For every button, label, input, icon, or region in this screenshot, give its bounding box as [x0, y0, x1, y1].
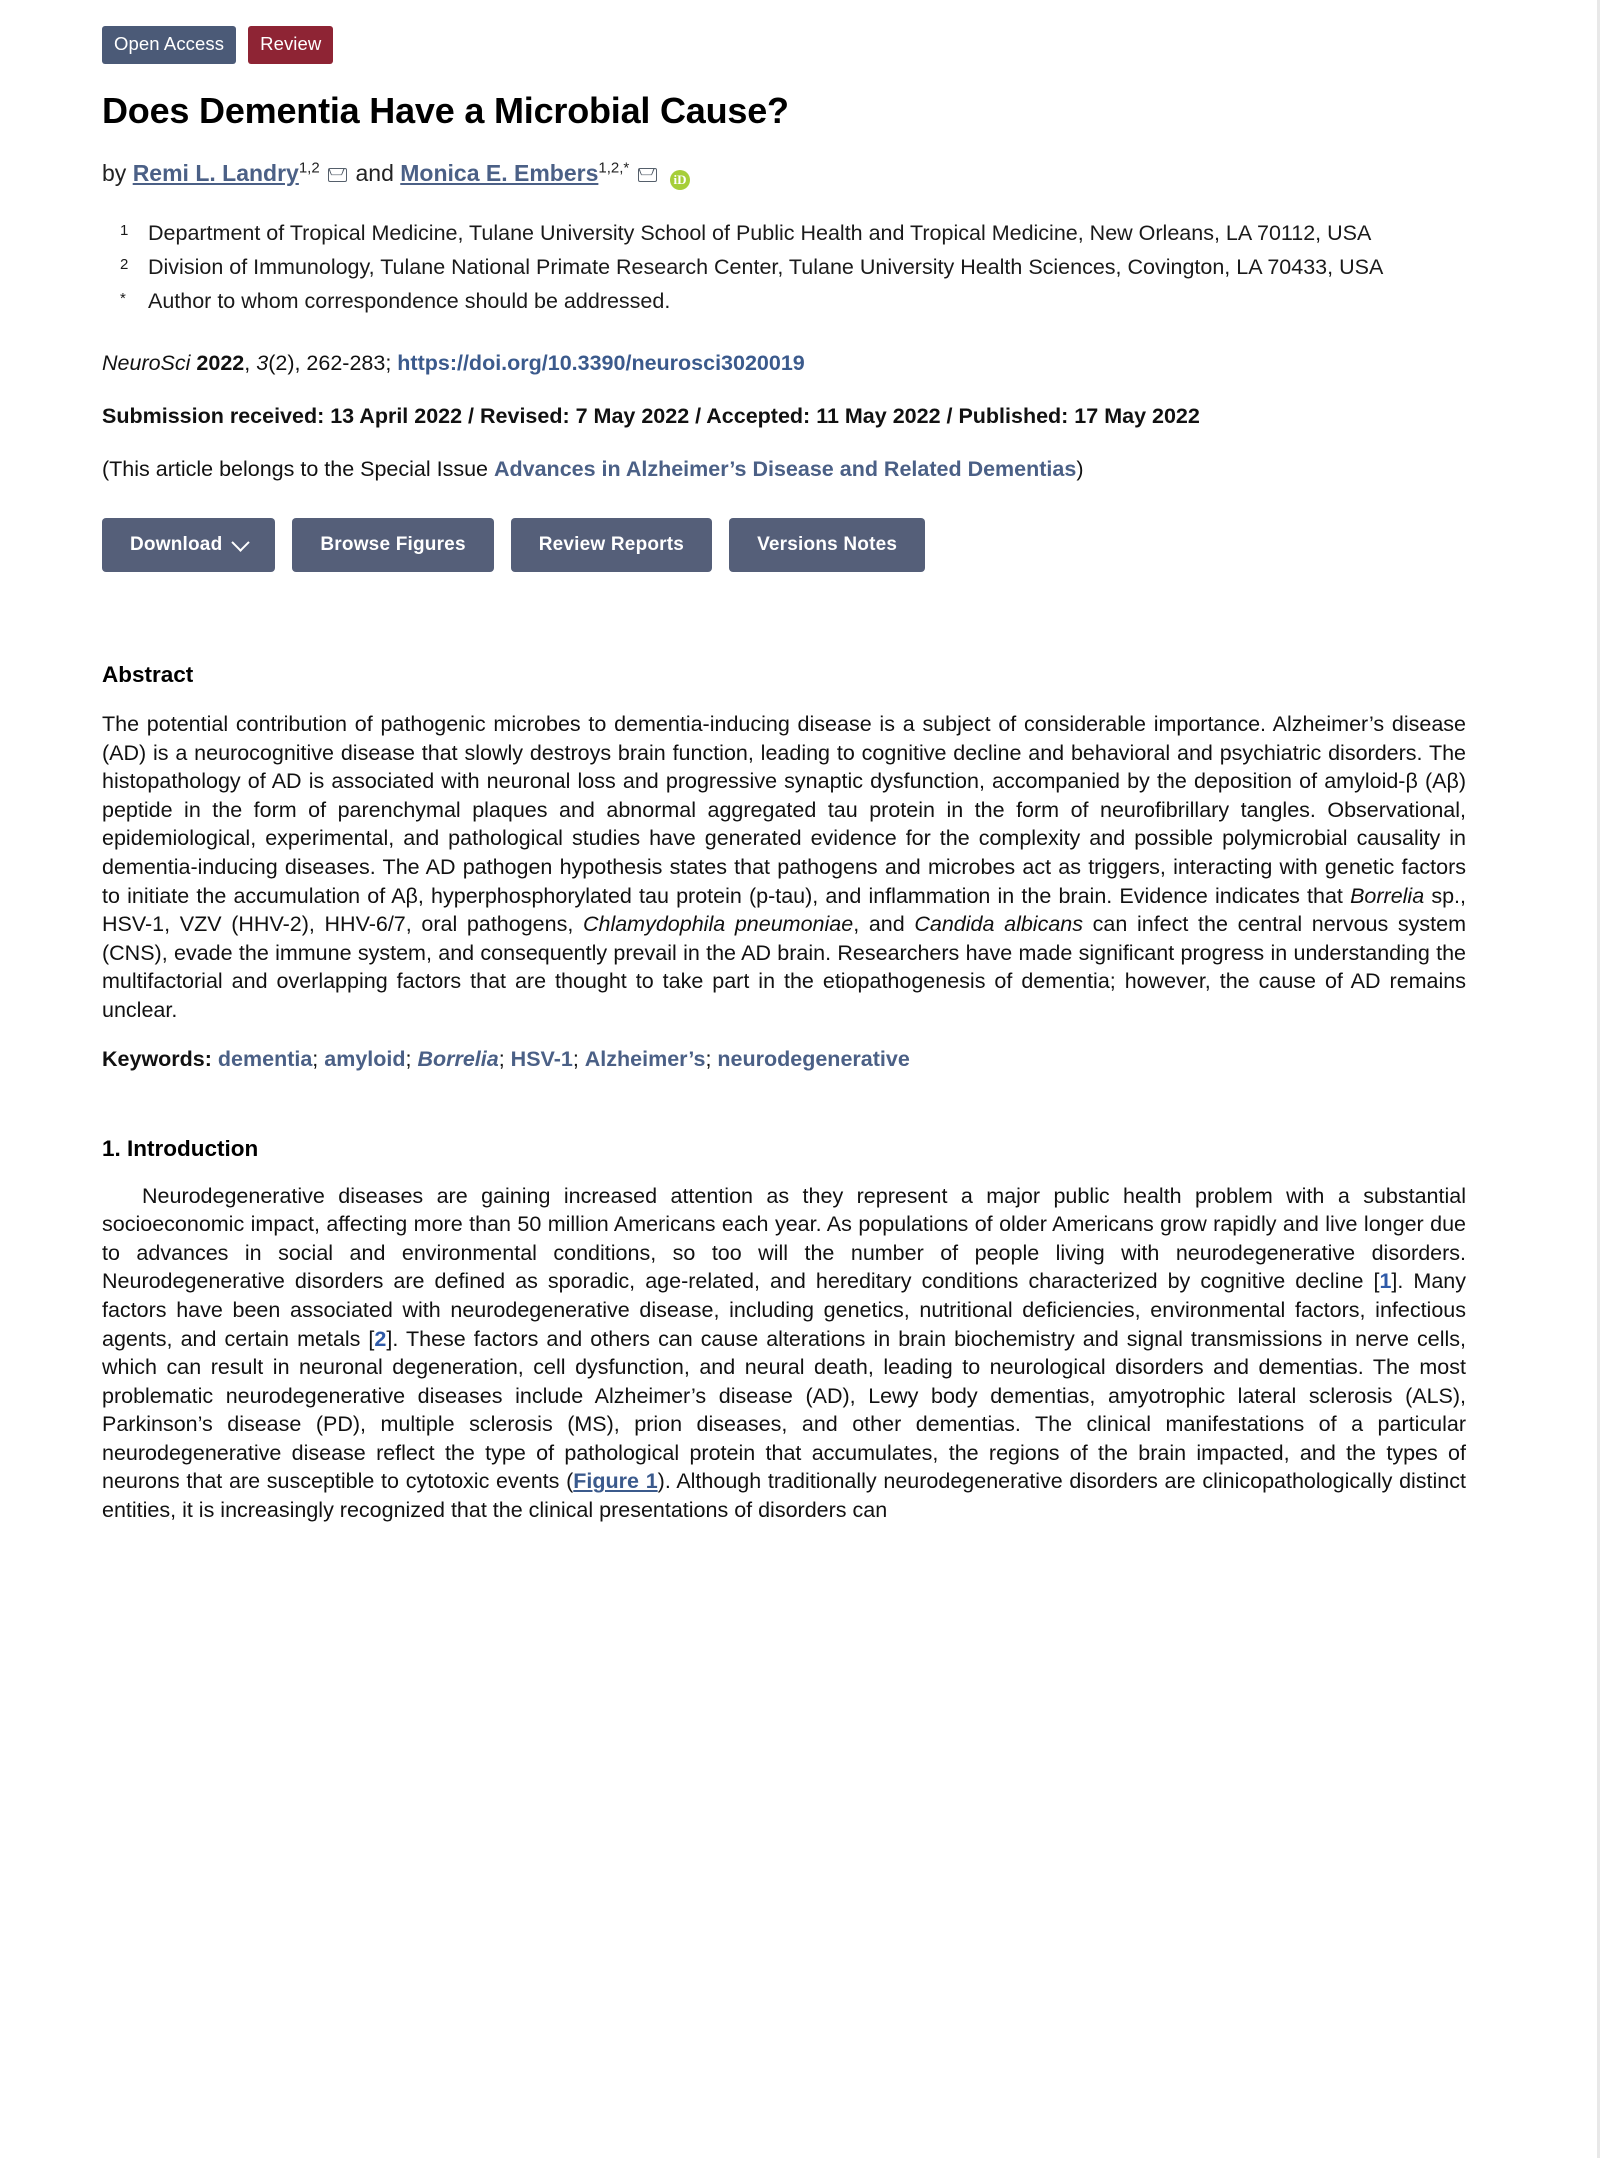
abstract-part-4: can infect the central nervous system (CNS), evade the immune system, and consequently prevail in the AD brain. Researchers have made significant progress in understanding the multifactorial and overlapping factors that are thought to take part in the etiopathogenesis of dementia; however, the cause of AD remains unclear. [102, 912, 1466, 1022]
keyword-borrelia[interactable]: Borrelia [417, 1046, 499, 1071]
doi-link[interactable]: https://doi.org/10.3390/neurosci3020019 [397, 351, 805, 376]
publication-history: Submission received: 13 April 2022 / Revised: 7 May 2022 / Accepted: 11 May 2022 / Published: 17 May 2022 [102, 404, 1200, 429]
affiliation-text: Department of Tropical Medicine, Tulane University School of Public Health and Tropical Medicine, New Orleans, LA 70112, USA [148, 220, 1372, 245]
special-issue-prefix: (This article belongs to the Special Issue [102, 457, 494, 482]
correspondence-note: Author to whom correspondence should be addressed. [148, 288, 671, 313]
journal-pages: , 262-283; [294, 351, 398, 376]
keywords-label: Keywords: [102, 1046, 212, 1071]
keyword-amyloid[interactable]: amyloid [324, 1046, 406, 1071]
by-label: by [102, 159, 127, 186]
article-type-badge: Review [248, 26, 333, 64]
special-issue-suffix: ) [1076, 457, 1084, 482]
keyword-alzheimers[interactable]: Alzheimer’s [584, 1046, 706, 1071]
versions-notes-button[interactable]: Versions Notes [729, 518, 925, 572]
abstract-text [102, 710, 1466, 1025]
citation-ref-1[interactable]: 1 [1379, 1269, 1392, 1294]
affiliation-marker: 1 [120, 221, 129, 239]
author-list [102, 158, 1466, 190]
keywords-row: Keywords: dementia; amyloid; Borrelia; HSV-1; Alzheimer’s; neurodegenerative [102, 1046, 910, 1071]
author-link-1[interactable]: Remi L. Landry [132, 159, 299, 186]
browse-figures-button[interactable]: Browse Figures [292, 518, 493, 572]
abstract-italic-borrelia: Borrelia [1350, 883, 1425, 908]
figure-1-link[interactable]: Figure 1 [573, 1469, 658, 1494]
envelope-icon[interactable] [638, 168, 657, 182]
author-2-affil-sup: 1,2,* [598, 158, 630, 176]
special-issue-note [102, 457, 1466, 482]
list-item [120, 286, 1466, 317]
and-label: and [355, 159, 394, 186]
abstract-heading: Abstract [102, 662, 194, 688]
list-item [120, 218, 1466, 249]
page-title: Does Dementia Have a Microbial Cause? [102, 89, 789, 131]
abstract-part-3: , and [853, 912, 915, 937]
envelope-icon[interactable] [328, 168, 347, 182]
citation-ref-2[interactable]: 2 [374, 1326, 387, 1351]
review-reports-button[interactable]: Review Reports [511, 518, 712, 572]
introduction-heading: 1. Introduction [102, 1135, 259, 1161]
affiliation-marker: * [120, 289, 126, 307]
intro-part-4: ). Although traditionally neurodegenerative disorders are clinicopathologically distinct entities, it is increasingly recognized that the clinical presentations of disorders can [102, 1469, 1466, 1523]
keyword-hsv1[interactable]: HSV-1 [510, 1046, 573, 1071]
affiliation-list [102, 218, 1466, 318]
affiliation-marker: 2 [120, 255, 129, 273]
chevron-down-icon [232, 533, 250, 551]
journal-citation: NeuroSci 2022, 3(2), 262-283; https://doi.org/10.3390/neurosci3020019 [102, 351, 805, 376]
download-button-label: Download [130, 534, 223, 556]
author-1-affil-sup: 1,2 [298, 158, 320, 176]
author-link-2[interactable]: Monica E. Embers [400, 159, 599, 186]
abstract-italic-chlamydophila: Chlamydophila pneumoniae [582, 912, 854, 937]
list-item [120, 252, 1466, 283]
abstract-part-2: sp., HSV-1, VZV (HHV-2), HHV-6/7, oral pathogens, [102, 883, 1466, 937]
action-button-row [102, 518, 1466, 572]
journal-name: NeuroSci [102, 351, 191, 376]
intro-part-1: Neurodegenerative diseases are gaining increased attention as they represent a major public health problem with a substantial socioeconomic impact, affecting more than 50 million Americans each year. As populations of older Americans grow rapidly and live longer due to advances in social and environmental conditions, so too will the number of people living with neurodegenerative disorders. Neurodegenerative disorders are defined as sporadic, age-related, and hereditary conditions characterized by cognitive decline [ [102, 1183, 1466, 1294]
badge-row [102, 26, 1466, 64]
abstract-part-1: The potential contribution of pathogenic microbes to dementia-inducing disease is a subject of considerable importance. Alzheimer’s disease (AD) is a neurocognitive disease that slowly destroys brain function, leading to cognitive decline and behavioral and psychiatric disorders. The histopathology of AD is associated with neuronal loss and progressive synaptic dysfunction, accompanied by the deposition of amyloid-β (Aβ) peptide in the form of parenchymal plaques and abnormal aggregated tau protein in the form of neurofibrillary tangles. Observational, epidemiological, experimental, and pathological studies have generated evidence for the complexity and possible polymicrobial causality in dementia-inducing diseases. The AD pathogen hypothesis states that pathogens and microbes act as triggers, interacting with genetic factors to initiate the accumulation of Aβ, hyperphosphorylated tau protein (p-tau), and inflammation in the brain. Evidence indicates that [102, 712, 1466, 908]
introduction-paragraph [102, 1182, 1466, 1525]
journal-volume: 3 [256, 351, 269, 376]
open-access-badge: Open Access [102, 26, 236, 64]
journal-year: 2022 [196, 351, 245, 376]
abstract-italic-candida: Candida albicans [914, 912, 1083, 937]
special-issue-link[interactable]: Advances in Alzheimer’s Disease and Related Dementias [493, 457, 1077, 482]
journal-issue: (2) [268, 351, 295, 376]
orcid-icon[interactable]: iD [670, 170, 690, 190]
intro-part-2: ]. Many factors have been associated with neurodegenerative disease, including genetics, nutritional deficiencies, environmental factors, infectious agents, and certain metals [ [102, 1269, 1466, 1351]
keyword-dementia[interactable]: dementia [217, 1046, 313, 1071]
affiliation-text: Division of Immunology, Tulane National Primate Research Center, Tulane University Health Sciences, Covington, LA 70433, USA [148, 254, 1384, 279]
keyword-neurodegenerative[interactable]: neurodegenerative [717, 1046, 910, 1071]
download-button[interactable] [102, 518, 275, 572]
intro-part-3: ]. These factors and others can cause alterations in brain biochemistry and signal transmissions in nerve cells, which can result in neuronal degeneration, cell dysfunction, and neural death, leading to neurological disorders and dementias. The most problematic neurodegenerative diseases include Alzheimer’s disease (AD), Lewy body dementias, amyotrophic lateral sclerosis (ALS), Parkinson’s disease (PD), multiple sclerosis (MS), prion diseases, and other dementias. The clinical manifestations of a particular neurodegenerative disease reflect the type of pathological protein that accumulates, the regions of the brain impacted, and the types of neurons that are susceptible to cytotoxic events ( [102, 1326, 1466, 1494]
